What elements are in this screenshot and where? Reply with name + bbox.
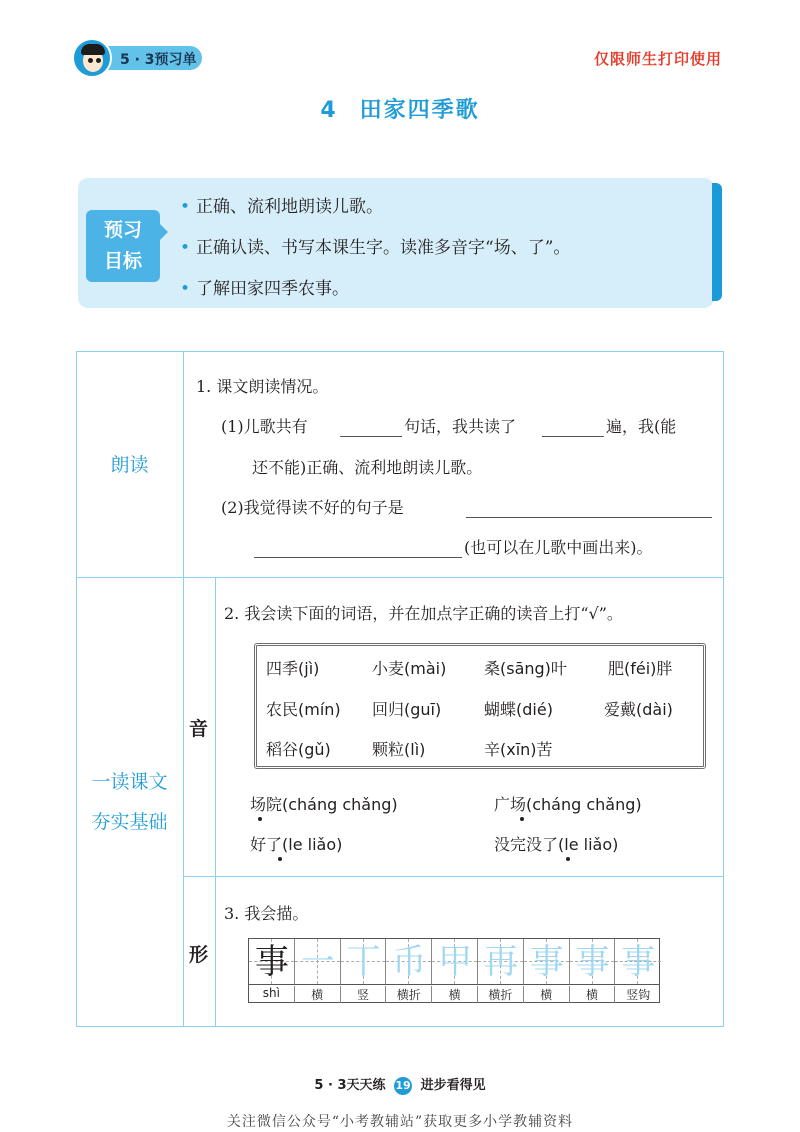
q1-part2-text-a: (2)我觉得读不好的句子是: [221, 498, 404, 517]
goal-item: • 了解田家四季农事。: [180, 279, 350, 299]
question-2-title: 2. 我会读下面的词语，并在加点字正确的读音上打“√”。: [224, 604, 623, 623]
footer-slogan: 进步看得见: [420, 1078, 486, 1093]
pinyin-word: 颗粒(lì): [372, 740, 426, 759]
q1-part1-text-c: 遍，我(能: [606, 417, 677, 436]
table-divider: [183, 351, 184, 1027]
lesson-title: [0, 93, 800, 124]
trace-stroke-character[interactable]: 丅: [346, 942, 381, 982]
stroke-label: shì: [249, 986, 295, 1003]
goals-tag: [86, 210, 160, 282]
bottom-notice: 关注微信公众号“小考教辅站”获取更多小学教辅资料: [226, 1114, 574, 1130]
sub-label-sound: 音: [189, 718, 209, 740]
goals-tag-line1: 预习: [103, 219, 142, 241]
emphasis-dot: [520, 817, 524, 821]
polyphone-option[interactable]: 广场(cháng chǎng): [494, 795, 642, 814]
stroke-name-row: [249, 984, 659, 1002]
stroke-label: 横: [295, 986, 341, 1003]
question-3-title: 3. 我会描。: [224, 904, 309, 923]
table-divider: [76, 577, 724, 578]
trace-stroke-character[interactable]: 甲: [438, 942, 473, 982]
emphasis-dot: [258, 817, 262, 821]
blank-hard-sentence[interactable]: [466, 517, 712, 518]
trace-stroke-character[interactable]: 再: [483, 942, 518, 982]
stroke-label: 竖钩: [626, 988, 651, 1002]
pinyin-word: 桑(sāng)叶: [484, 659, 567, 678]
pinyin-word: 辛(xīn)苦: [484, 740, 553, 759]
stroke-label: 竖: [341, 986, 387, 1003]
sub-label-shape: 形: [189, 944, 209, 966]
goals-tag-line2: 目标: [103, 250, 142, 272]
trace-stroke-character[interactable]: 事: [621, 942, 656, 982]
pinyin-word: 四季(jì): [266, 659, 320, 678]
stroke-label: 横: [432, 986, 478, 1003]
pinyin-word: 小麦(mài): [372, 659, 447, 678]
goal-item: • 正确认读、书写本课生字。读准多音字“场、了”。: [180, 238, 571, 258]
stroke-writing-grid: [248, 938, 660, 1003]
question-1-title: 1. 课文朗读情况。: [196, 377, 329, 396]
blank-hard-sentence-cont[interactable]: [254, 557, 462, 558]
q1-part1-text-b: 句话，我共读了: [404, 417, 517, 436]
model-character: 事: [254, 942, 289, 982]
stroke-label: 横: [524, 986, 570, 1003]
q1-part1-text-a: (1)儿歌共有: [221, 417, 308, 436]
trace-stroke-character[interactable]: 币: [392, 942, 427, 982]
footer-brand: 5 · 3天天练: [314, 1078, 386, 1093]
trace-stroke-character[interactable]: 事: [575, 942, 610, 982]
page-footer: [0, 1074, 800, 1095]
emphasis-dot: [566, 857, 570, 861]
polyphone-option[interactable]: 好了(le liǎo): [250, 835, 343, 854]
trace-stroke-character[interactable]: 事: [529, 942, 564, 982]
print-notice: 仅限师生打印使用: [593, 50, 722, 68]
emphasis-dot: [278, 857, 282, 861]
section-label-read: 朗读: [110, 454, 149, 476]
pinyin-word: 爱戴(dài): [604, 700, 673, 719]
pinyin-word: 农民(mín): [266, 700, 341, 719]
polyphone-option[interactable]: 场院(cháng chǎng): [250, 795, 398, 814]
stroke-label: 横: [570, 986, 616, 1003]
goals-side-bar: [712, 183, 722, 301]
pinyin-word: 稻谷(gǔ): [266, 740, 331, 759]
q1-part1-text-d: 还不能)正确、流利地朗读儿歌。: [252, 458, 483, 477]
section-label-basic: 一读课文 夯实基础: [91, 771, 168, 833]
trace-stroke-character[interactable]: 一: [300, 942, 335, 982]
blank-sentence-count[interactable]: [340, 436, 402, 437]
pinyin-word: 肥(féi)胖: [608, 659, 673, 678]
table-divider: [183, 876, 724, 877]
lesson-name: 田家四季歌: [359, 98, 480, 123]
blank-read-count[interactable]: [542, 436, 604, 437]
stroke-label: 横折: [478, 986, 524, 1003]
polyphone-option[interactable]: 没完没了(le liǎo): [494, 835, 619, 854]
lesson-number: 4: [320, 98, 338, 123]
goal-item: • 正确、流利地朗读儿歌。: [180, 197, 384, 217]
pinyin-word: 蝴蝶(dié): [484, 700, 553, 719]
pinyin-word: 回归(guī): [372, 700, 442, 719]
mascot-avatar-icon: [72, 38, 112, 78]
q1-part2-text-b: (也可以在儿歌中画出来)。: [464, 538, 653, 557]
table-divider: [215, 577, 216, 1027]
stroke-label: 横折: [386, 986, 432, 1003]
page-number: 19: [394, 1077, 412, 1095]
series-label: 5 · 3预习单: [120, 52, 197, 68]
